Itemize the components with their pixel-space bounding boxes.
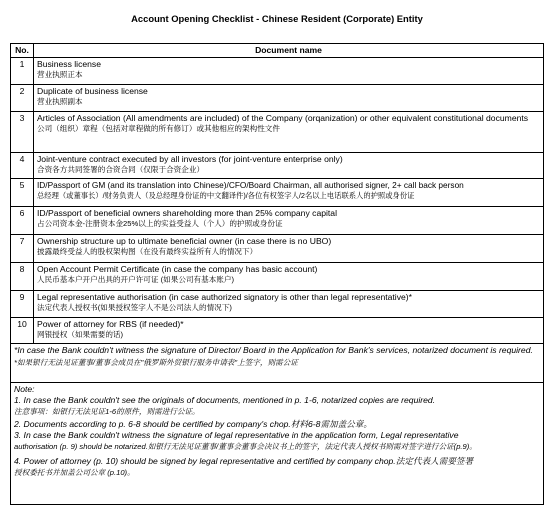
table-row [11,318,544,344]
row-number: 5 [11,179,34,207]
witness-note-en: *In case the Bank couldn't witness the signature of Director/ Board in the Application for Bank's services, notarized document is required. [14,345,533,355]
document-name-zh: 网银授权（如果需要的话) [37,330,124,339]
row-number: 2 [11,85,34,112]
document-name-en: Ownership structure up to ultimate beneficial owner (in case there is no UBO) [37,236,332,246]
document-cell [34,291,544,318]
document-name-zh: 人民币基本户开户出具的开户许可证 (如果公司有基本账户) [37,275,235,284]
table-header-row [11,44,544,58]
row-number: 3 [11,112,34,153]
table-row [11,291,544,318]
document-cell [34,263,544,291]
document-name-en: Legal representative authorisation (in case authorized signatory is other than legal representative)* [37,292,413,302]
document-name-zh: 披露最终受益人的股权架构图（在没有最终实益所有人的情况下） [37,247,258,256]
notes-row [11,383,544,505]
document-name-en: ID/Passport of beneficial owners shareholding more than 25% company capital [37,208,337,218]
document-cell [34,235,544,263]
row-number: 1 [11,58,34,85]
witness-note-zh: *如果银行无法见证董事/董事会成员在"俄罗斯外贸银行服务申请表"上签字，则需公证 [14,358,298,367]
note-item-4-en: 4. Power of attorney (p. 10) should be signed by legal representative and certified by company chop.法定代表人需要签署 [14,456,474,467]
document-name-en: Business license [37,59,102,69]
header-document-name: Document name [34,44,544,58]
document-name-zh: 合资各方共同签署的合资合同（仅限于合资企业） [37,165,205,174]
document-name-en: Open Account Permit Certificate (in case the company has basic account) [37,264,318,274]
row-number: 10 [11,318,34,344]
checklist-table [10,43,544,505]
table-row [11,58,544,85]
row-number: 9 [11,291,34,318]
header-no: No. [11,44,34,58]
document-name-zh: 总经理（或董事长）/财务负责人（及总经理身份证的中文翻译件)/各位有权签字人/2名以上电话联系人的护照或身份证 [37,191,415,200]
note-item-1-en: 1. In case the Bank couldn't see the originals of documents, mentioned in p. 1-6, notarized copies are required. [14,395,436,405]
row-number: 7 [11,235,34,263]
witness-note [11,344,544,383]
document-cell [34,112,544,153]
notes-heading: Note: [14,384,35,394]
document-name-en: Joint-venture contract executed by all investors (for joint-venture enterprise only) [37,154,343,164]
document-name-en: ID/Passport of GM (and its translation into Chinese)/CFO/Board Chairman, all authorised signer, 2+ call back person [37,180,464,190]
row-number: 4 [11,153,34,179]
note-item-3-en: 3. In case the Bank couldn't witness the signature of legal representative in the application form, Legal representative [14,429,459,440]
page-title: Account Opening Checklist - Chinese Resident (Corporate) Entity [131,13,423,24]
document-cell [34,179,544,207]
table-row [11,263,544,291]
document-cell [34,85,544,112]
table-row [11,207,544,235]
table-row [11,112,544,153]
document-name-en: Power of attorney for RBS (if needed)* [37,319,184,329]
document-name-zh: 法定代表人授权书(如果授权签字人不是公司法人的情况下) [37,303,232,312]
table-row [11,179,544,207]
note-item-2-en: 2. Documents according to p. 6-8 should be certified by company's chop.材料6-8需加盖公章。 [14,418,372,429]
table-row [11,235,544,263]
document-name-zh: 公司（组织）章程（包括对章程做的所有修订）或其他相应的架构性文件 [37,124,280,133]
document-cell [34,153,544,179]
document-name-en: Duplicate of business license [37,86,148,96]
table-row [11,85,544,112]
row-number: 8 [11,263,34,291]
note-item-1-zh: 注意事项：如银行无法见证1-6的原件，则需进行公证。 [14,407,200,416]
note-item-4-zh: 授权委托书并加盖公司公章 (p.10)。 [14,468,135,478]
document-name-zh: 营业执照副本 [37,97,83,106]
document-name-en: Articles of Association (All amendments are included) of the Company (orqanization) or other equivalent constitutional documents [37,113,529,123]
table-row [11,153,544,179]
witness-row [11,344,544,383]
document-cell [34,318,544,344]
row-number: 6 [11,207,34,235]
document-name-zh: 营业执照正本 [37,70,83,79]
document-cell [34,207,544,235]
document-name-zh: 占公司资本金-注册资本金25%以上的实益受益人（个人）的护照或身份证 [37,219,283,228]
document-cell [34,58,544,85]
note-item-3-zh: authorisation (p. 9) should be notarized.如银行无法见证董事/董事会董事会决议书上的签字，法定代表人授权书则需对签字进行公证(p.9)。 [14,441,477,451]
notes-section [11,383,544,505]
